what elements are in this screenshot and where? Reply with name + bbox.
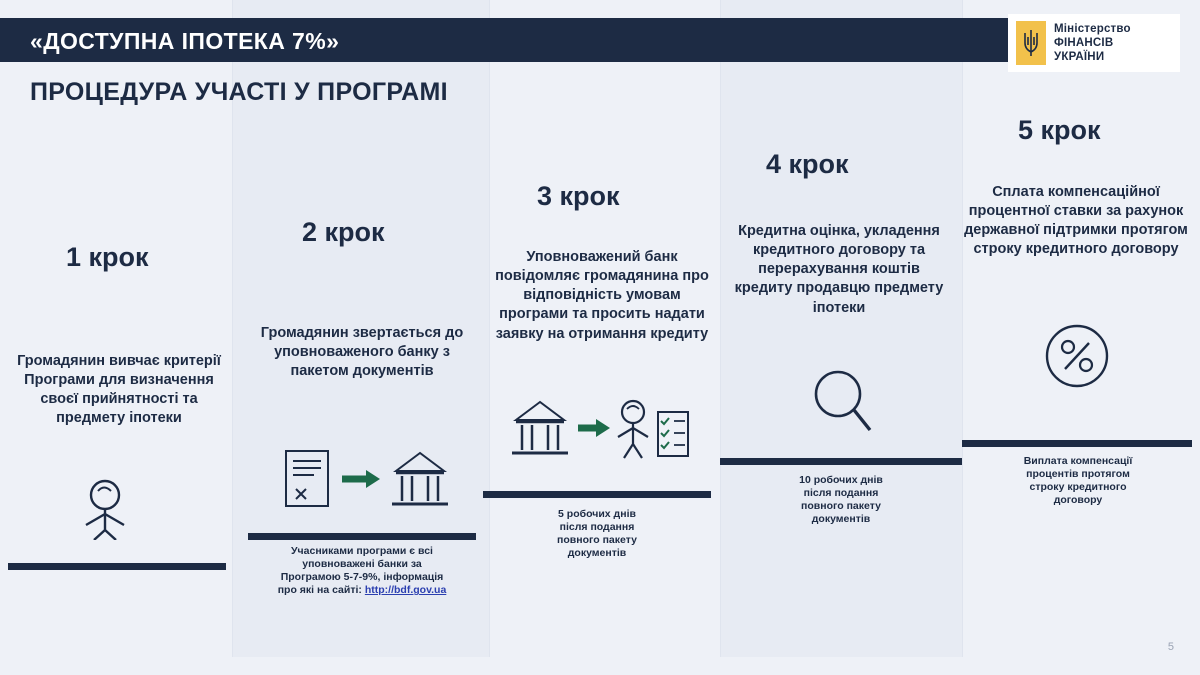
step-3-note-line-2: після подання [559, 521, 635, 534]
step-5-title: 5 крок [1018, 115, 1101, 145]
step-2-note-line-4-wrap [248, 584, 476, 597]
step-1-title: 1 крок [66, 242, 149, 272]
step-2-description: Громадянин звертається до уповноваженого банку з пакетом документів [260, 325, 464, 380]
bottom-strip [0, 657, 1200, 675]
step-2-note-line-1: Учасниками програми є всі [291, 545, 433, 557]
step-5-note-line-4: договору [1053, 494, 1103, 507]
bank-arrow-person-checklist-icon [508, 398, 694, 475]
ministry-logo [1008, 14, 1180, 72]
step-5-note [970, 455, 1186, 508]
step-4-description: Кредитна оцінка, укладення кредитного договору та перерахування коштів кредиту продавцю предмету іпотеки [734, 223, 944, 316]
step-2-note-line-2: уповноважені банки за [302, 558, 422, 571]
column-divider-3 [720, 0, 721, 675]
step-5-note-line-1: Виплата компенсації [1023, 455, 1133, 467]
program-title: «ДОСТУПНА ІПОТЕКА 7%» [30, 28, 340, 54]
logo-text [1054, 22, 1131, 64]
step-3-title: 3 крок [537, 181, 620, 211]
step-4-note [732, 474, 950, 527]
step-3-note-line-3: повного пакету [557, 534, 637, 547]
step-4-note-line-1: 10 робочих днів [799, 474, 883, 486]
step-1-description: Громадянин вивчає критерії Програми для визначення своєї прийнятності та предмету іпотеки [17, 353, 221, 427]
step-2-note-line-3: Програмою 5-7-9%, інформація [280, 571, 444, 584]
step-3-note-line-1: 5 робочих днів [558, 508, 636, 520]
column-divider-4 [962, 0, 963, 675]
person-icon [72, 478, 138, 545]
page-number: 5 [1167, 641, 1174, 653]
step-3-note [494, 508, 700, 561]
logo-line-2: ФІНАНСІВ [1054, 36, 1114, 49]
step-5-rule [962, 440, 1192, 447]
document-arrow-bank-icon [284, 447, 454, 518]
step-2-rule [248, 533, 476, 540]
step-2-note [248, 545, 476, 598]
step-2-title: 2 крок [302, 217, 385, 247]
step-3-rule [483, 491, 711, 498]
step-4-note-line-4: документів [811, 513, 871, 526]
trident-emblem-icon [1016, 21, 1046, 65]
logo-line-1: Міністерство [1054, 22, 1131, 35]
magnifier-icon [812, 368, 874, 443]
step-1-rule [8, 563, 226, 570]
step-5-note-line-3: строку кредитного [1029, 481, 1127, 494]
percent-circle-icon [1044, 323, 1110, 394]
step-4-rule [720, 458, 962, 465]
step-3-description: Уповноважений банк повідомляє громадянина про відповідність умовам програми та просить надати заявку на отримання кредиту [495, 249, 709, 342]
column-divider-2 [489, 0, 490, 675]
step-3-note-line-4: документів [567, 547, 627, 560]
step-4-title: 4 крок [766, 149, 849, 179]
page-title: ПРОЦЕДУРА УЧАСТІ У ПРОГРАМІ [30, 78, 448, 106]
step-2-note-line-4: про які на сайті: [277, 584, 362, 597]
bdf-link[interactable]: http://bdf.gov.ua [364, 584, 447, 597]
step-4-note-line-2: після подання [803, 487, 879, 500]
step-5-note-line-2: процентів протягом [1026, 468, 1130, 481]
logo-line-3: УКРАЇНИ [1054, 51, 1105, 63]
step-4-note-line-3: повного пакету [801, 500, 881, 513]
column-background-4 [720, 0, 962, 675]
step-5-description: Сплата компенсаційної процентної ставки за рахунок державної підтримки протягом строку кредитного договору [964, 184, 1188, 258]
